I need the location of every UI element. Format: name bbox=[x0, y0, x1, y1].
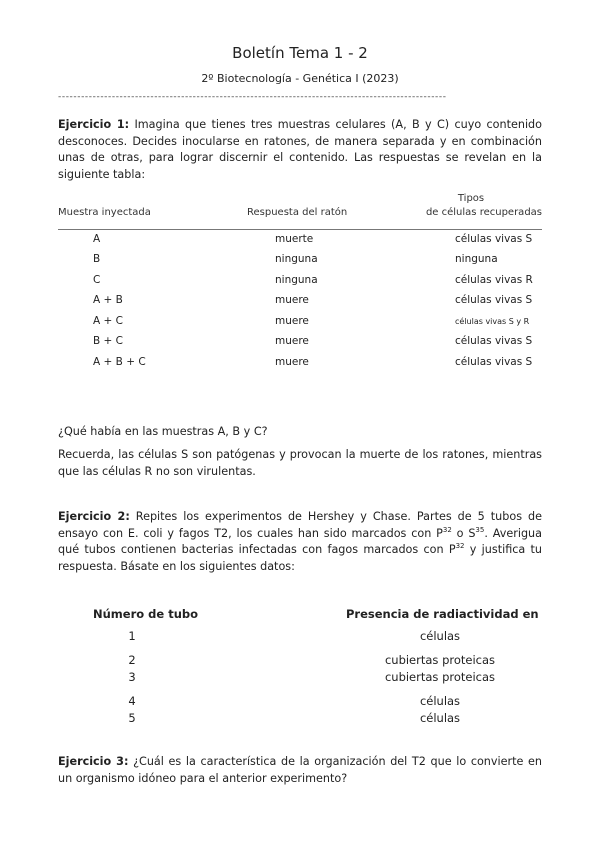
exercise-1-label: Ejercicio 1: bbox=[58, 118, 130, 131]
table1-cell-response: ninguna bbox=[275, 274, 318, 286]
table1-cell-cells: células vivas R bbox=[455, 274, 533, 286]
table1-cell-response: muere bbox=[275, 335, 309, 347]
document-title: Boletín Tema 1 - 2 bbox=[232, 44, 368, 62]
table1-cell-cells: ninguna bbox=[455, 253, 498, 265]
exercise-3-statement bbox=[58, 754, 542, 787]
exercise-2-text-b: o S bbox=[451, 526, 476, 540]
table1-header-rule bbox=[58, 229, 542, 230]
exercise-2-label: Ejercicio 2: bbox=[58, 510, 130, 523]
exercise-2-text-a: Repites los experimentos de Hershey y Chase. Partes de 5 tubos de ensayo con E. coli y fagos T2, los cuales han sido marcados con P bbox=[58, 510, 542, 540]
table1-cell-cells: células vivas S bbox=[455, 335, 533, 347]
table1-cell-sample: A bbox=[93, 233, 101, 245]
table2-cell-radioactivity: cubiertas proteicas bbox=[384, 653, 496, 667]
table1-cell-sample: A + C bbox=[93, 315, 123, 327]
table1-cell-cells: células vivas S bbox=[455, 294, 533, 306]
exercise-2-statement bbox=[58, 509, 542, 575]
table1-cell-response: muere bbox=[275, 315, 309, 327]
table2-header-tube: Número de tubo bbox=[93, 607, 199, 621]
table2-cell-tube: 5 bbox=[128, 711, 136, 725]
exercise-3-label: Ejercicio 3: bbox=[58, 755, 129, 768]
table1-cell-response: muerte bbox=[275, 233, 314, 245]
table1-cell-response: ninguna bbox=[275, 253, 318, 265]
table2-cell-radioactivity: células bbox=[419, 711, 461, 725]
exercise-1-text: Imagina que tienes tres muestras celulares (A, B y C) cuyo contenido desconoces. Decides inocularse en ratones, de manera separada y en combinación unas de otras, para lograr discernir el contenido. Las respuestas se revelan en la siguiente tabla: bbox=[58, 118, 542, 181]
superscript-32: 32 bbox=[442, 525, 452, 534]
table2-cell-tube: 2 bbox=[128, 653, 136, 667]
table1-cell-response: muere bbox=[275, 356, 309, 368]
table1-header-cells-line1: Tipos bbox=[457, 193, 485, 204]
exercise-1-statement bbox=[58, 117, 542, 183]
table1-cell-response: muere bbox=[275, 294, 309, 306]
exercise-3-text: ¿Cuál es la característica de la organización del T2 que lo convierte en un organismo idóneo para el anterior experimento? bbox=[58, 755, 542, 785]
dashed-divider: ----------------------------------------------------------------------------------------------------- bbox=[58, 92, 447, 102]
table2-cell-radioactivity: cubiertas proteicas bbox=[384, 670, 496, 684]
superscript-35: 35 bbox=[475, 525, 485, 534]
table1-cell-sample: A + B bbox=[93, 294, 123, 306]
exercise-1-question: ¿Qué había en las muestras A, B y C? bbox=[58, 425, 268, 438]
table1-cell-cells: células vivas S bbox=[455, 356, 533, 368]
table2-cell-tube: 1 bbox=[128, 629, 136, 643]
exercise-2-text-c: . Averigua qué tubos contienen bacterias infectadas con fagos marcados con P bbox=[58, 526, 542, 557]
table1-header-cells-line2: de células recuperadas bbox=[425, 207, 542, 218]
table1-cell-cells: células vivas S y R bbox=[455, 317, 530, 326]
table1-cell-sample: B bbox=[93, 253, 101, 265]
table2-cell-tube: 3 bbox=[128, 670, 136, 684]
table1-header-sample: Muestra inyectada bbox=[58, 207, 151, 218]
table2-cell-radioactivity: células bbox=[419, 694, 461, 708]
table1-cell-sample: B + C bbox=[93, 335, 124, 347]
document-subtitle: 2º Biotecnología - Genética I (2023) bbox=[201, 72, 399, 85]
table2-cell-tube: 4 bbox=[128, 694, 136, 708]
table2-header-radio: Presencia de radiactividad en bbox=[346, 607, 539, 621]
table1-cell-sample: C bbox=[93, 274, 101, 286]
superscript-32: 32 bbox=[455, 542, 465, 551]
exercise-1-hint: Recuerda, las células S son patógenas y provocan la muerte de los ratones, mientras que las células R no son virulentas. bbox=[58, 448, 542, 478]
exercise-2-text-d: y justifica tu respuesta. Básate en los siguientes datos: bbox=[58, 543, 542, 573]
table1-header-response: Respuesta del ratón bbox=[247, 207, 348, 218]
table1-cell-cells: células vivas S bbox=[455, 233, 533, 245]
table2-cell-radioactivity: células bbox=[419, 629, 461, 643]
table1-cell-sample: A + B + C bbox=[93, 356, 146, 368]
